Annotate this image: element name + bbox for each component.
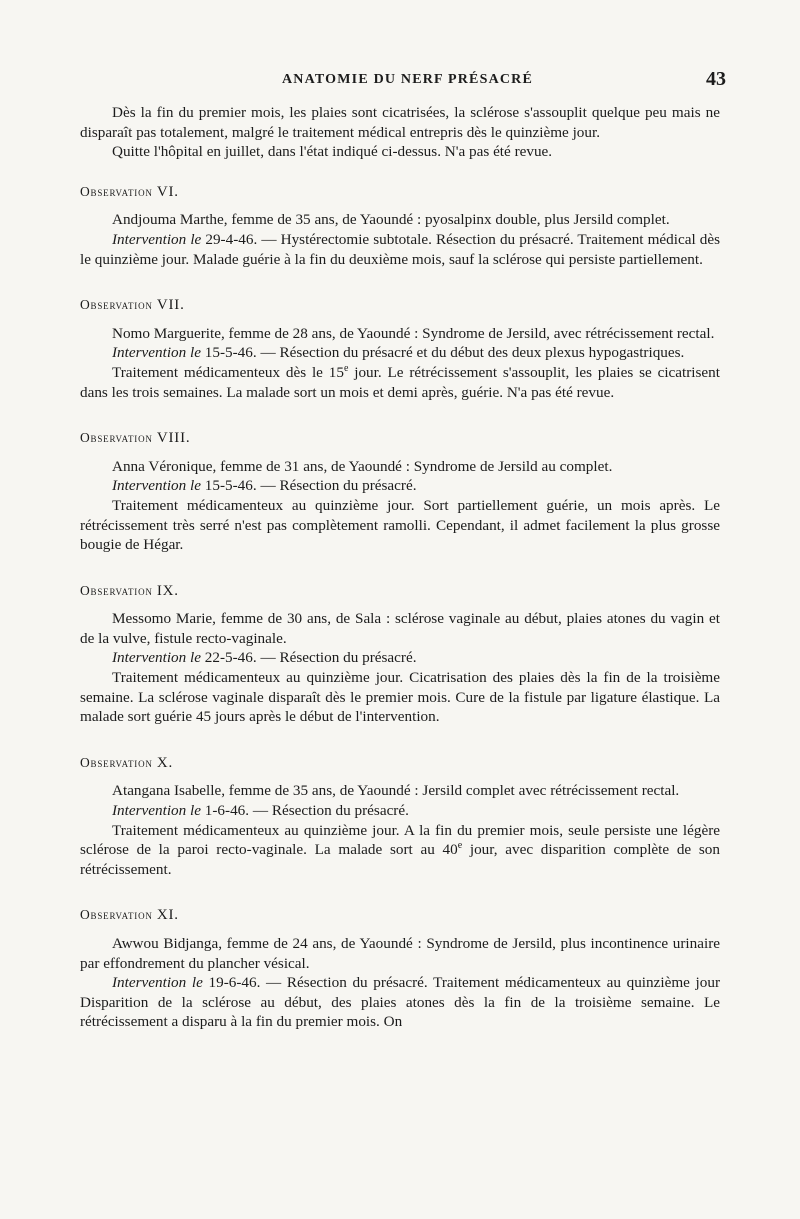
observation-heading (80, 428, 720, 449)
intro-paragraph-1: Dès la fin du premier mois, les plaies sont cicatrisées, la sclérose s'assouplit quelque peu mais ne disparaît pas totalement, malgré le traitement médical entrepris dès le quinzième jour. (80, 104, 720, 141)
treatment-text: jour. Le rétrécissement s'assouplit, les plaies se cicatrisent dans les trois semaines. La malade sort un mois et demi après, guérie. N'a pas été revue. (80, 363, 720, 401)
intervention-paragraph (80, 973, 720, 1032)
intervention-text: 22-5-46. — Résection du présacré. (200, 649, 417, 667)
ordinal-superscript: e (343, 362, 349, 374)
observation-number: VIII. (156, 430, 191, 447)
observation-number: VII. (156, 297, 185, 314)
treatment-paragraph: Traitement médicamenteux au quinzième jour. Cicatrisation des plaies dès la fin de la troisième semaine. La sclérose vaginale disparaît dès le premier mois. Cure de la fistule par ligature élastique. La malade sort guérie 45 jours après le début de l'intervention. (80, 669, 720, 726)
treatment-paragraph (80, 821, 720, 880)
observation-number: XI. (156, 907, 179, 924)
observation-heading (80, 581, 720, 602)
treatment-paragraph (80, 363, 720, 402)
patient-paragraph: Awwou Bidjanga, femme de 24 ans, de Yaoundé : Syndrome de Jersild, plus incontinence urinaire par effondrement du plancher vésical. (80, 935, 720, 972)
intervention-label: Intervention le (112, 230, 202, 248)
observation-label: Observation (80, 183, 153, 199)
intervention-label: Intervention le (112, 974, 203, 992)
ordinal-superscript: e (457, 840, 463, 852)
intervention-paragraph (80, 230, 720, 269)
page-number: 43 (706, 68, 726, 90)
observation-heading (80, 905, 720, 926)
observation-number: X. (156, 754, 174, 771)
intervention-label: Intervention le (112, 344, 201, 362)
observation-number: IX. (156, 582, 179, 599)
intervention-text: 19-6-46. — Résection du présacré. Traitement médicamenteux au quinzième jour Disparition de la sclérose au début, des plaies atones dès la fin de la troisième semaine. Le rétrécissement a disparu à la fin du premier mois. On (80, 974, 721, 1031)
running-title: ANATOMIE DU NERF PRÉSACRÉ (282, 72, 534, 87)
patient-paragraph: Anna Véronique, femme de 31 ans, de Yaoundé : Syndrome de Jersild au complet. (112, 457, 613, 475)
observation-label: Observation (80, 582, 153, 598)
treatment-paragraph: Traitement médicamenteux au quinzième jour. Sort partiellement guérie, un mois après. Le rétrécissement très serré n'est pas complètement ramolli. Cependant, il admet facilement la plus grosse bougie de Hégar. (80, 496, 720, 554)
observation-heading (80, 753, 720, 774)
intervention-paragraph (80, 648, 720, 668)
intervention-paragraph (80, 801, 720, 821)
treatment-text: Traitement médicamenteux au quinzième jour. A la fin du premier mois, seule persiste une légère sclérose de la paroi recto-vaginale. La malade sort au 40 (80, 821, 720, 859)
intervention-text: 15-5-46. — Résection du présacré et du début des deux plexus hypogastriques. (200, 344, 685, 362)
intervention-paragraph (80, 476, 720, 496)
observation-heading (80, 295, 720, 316)
intervention-label: Intervention le (112, 649, 201, 667)
observation-label: Observation (80, 754, 153, 770)
intervention-text: 15-5-46. — Résection du présacré. (200, 477, 417, 495)
intervention-label: Intervention le (112, 477, 201, 495)
patient-paragraph: Andjouma Marthe, femme de 35 ans, de Yaoundé : pyosalpinx double, plus Jersild complet. (112, 211, 670, 229)
intervention-paragraph (80, 343, 720, 363)
intervention-text: 29-4-46. — Hystérectomie subtotale. Résection du présacré. Traitement médical dès le quinzième jour. Malade guérie à la fin du deuxième mois, sauf la sclérose qui persiste partiellement. (80, 230, 721, 268)
intervention-label: Intervention le (112, 802, 201, 820)
observation-label: Observation (80, 430, 153, 446)
intervention-text: 1-6-46. — Résection du présacré. (200, 802, 409, 820)
page-body (80, 103, 720, 1032)
treatment-text: jour, avec disparition complète de son rétrécissement. (80, 841, 720, 878)
observation-heading (80, 182, 720, 203)
intro-paragraph-2: Quitte l'hôpital en juillet, dans l'état indiqué ci-dessus. N'a pas été revue. (112, 143, 553, 161)
page-header (0, 68, 800, 96)
patient-paragraph: Atangana Isabelle, femme de 35 ans, de Yaoundé : Jersild complet avec rétrécissement rectal. (112, 782, 680, 800)
observation-label: Observation (80, 297, 153, 313)
treatment-text: Traitement médicamenteux dès le 15 (112, 363, 344, 381)
patient-paragraph: Messomo Marie, femme de 30 ans, de Sala : sclérose vaginale au début, plaies atones du vagin et de la vulve, fistule recto-vaginale. (80, 610, 720, 647)
observation-number: VI. (156, 183, 179, 200)
observation-label: Observation (80, 907, 153, 923)
patient-paragraph: Nomo Marguerite, femme de 28 ans, de Yaoundé : Syndrome de Jersild, avec rétrécissement rectal. (112, 324, 715, 342)
